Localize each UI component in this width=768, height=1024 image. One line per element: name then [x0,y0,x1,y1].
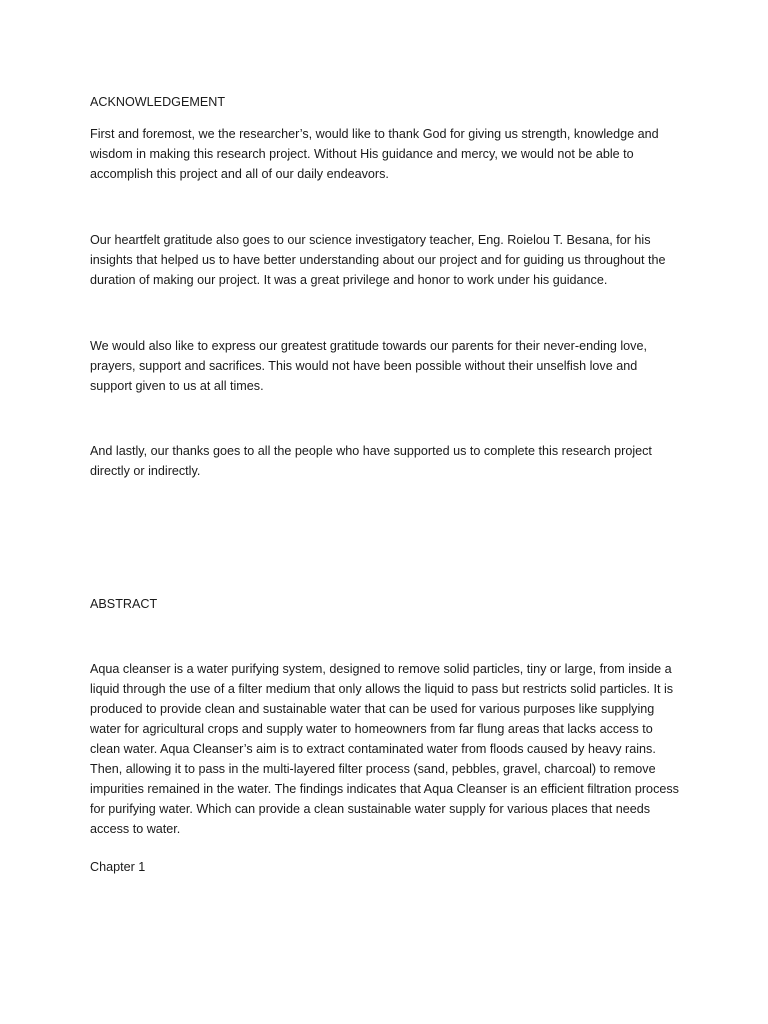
chapter-heading: Chapter 1 [90,860,146,874]
acknowledgement-paragraph-4: And lastly, our thanks goes to all the people who have supported us to complete this research project directly or indirectly. [90,444,652,478]
abstract-paragraph: Aqua cleanser is a water purifying system, designed to remove solid particles, tiny or large, from inside a liquid through the use of a filter medium that only allows the liquid to pass but restricts solid particles. It is produced to provide clean and sustainable water that can be used for various purposes like supplying water for agricultural crops and supply water to homeowners from far flung areas that lacks access to clean water. Aqua Cleanser’s aim is to extract contaminated water from floods caused by heavy rains. Then, allowing it to pass in the multi-layered filter process (sand, pebbles, gravel, charcoal) to remove impurities remained in the water. The findings indicates that Aqua Cleanser is an efficient filtration process for purifying water. Which can provide a clean sustainable water supply for various places that needs access to water. [90,662,679,836]
abstract-heading: ABSTRACT [90,597,158,611]
acknowledgement-paragraph-1: First and foremost, we the researcher’s, would like to thank God for giving us strength, knowledge and wisdom in making this research project. Without His guidance and mercy, we would not be able to accomplish this project and all of our daily endeavors. [90,127,659,181]
acknowledgement-paragraph-3: We would also like to express our greatest gratitude towards our parents for their never-ending love, prayers, support and sacrifices. This would not have been possible without their unselfish love and support given to us at all times. [90,339,647,393]
acknowledgement-paragraph-2: Our heartfelt gratitude also goes to our science investigatory teacher, Eng. Roielou T. Besana, for his insights that helped us to have better understanding about our project and for guiding us throughout the duration of making our project. It was a great privilege and honor to work under his guidance. [90,233,666,287]
acknowledgement-heading: ACKNOWLEDGEMENT [90,95,226,109]
